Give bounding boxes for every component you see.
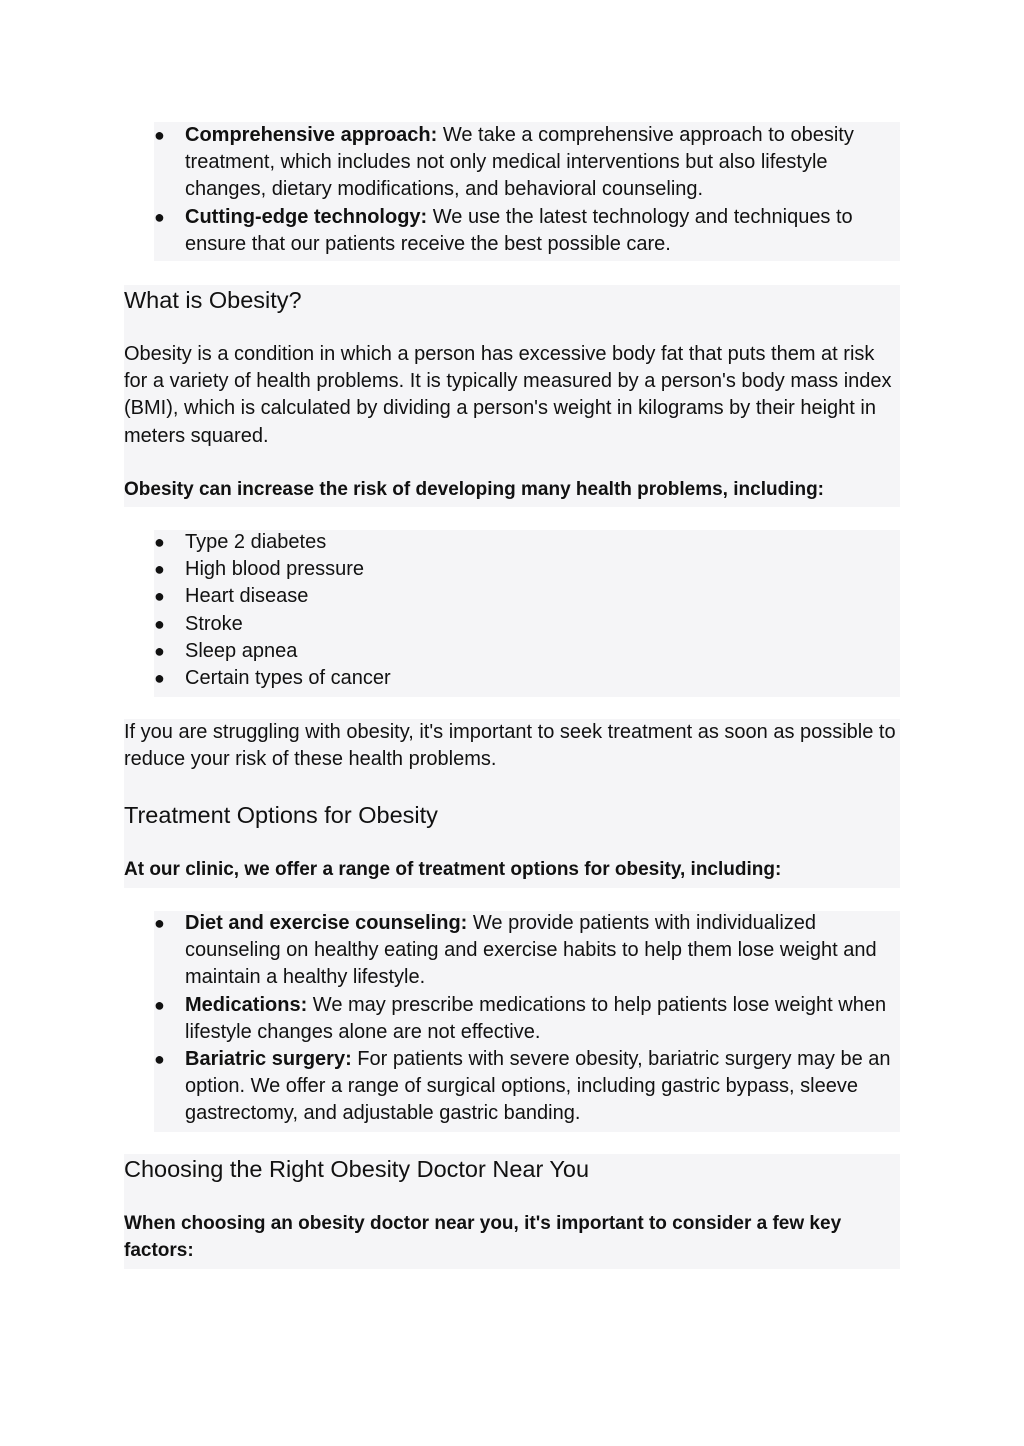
body-paragraph: If you are struggling with obesity, it's important to seek treatment as soon as possible to reduce your risk of these health problems. xyxy=(124,721,896,771)
list-item-text: Heart disease xyxy=(185,585,309,608)
bullet-icon: ● xyxy=(154,994,165,1015)
list-item xyxy=(154,1046,899,1128)
bullet-icon: ● xyxy=(154,532,165,552)
bullet-icon: ● xyxy=(154,613,165,634)
bullet-icon: ● xyxy=(154,913,165,933)
list-item-text: For patients with severe obesity, bariatric surgery may be an option. We offer a range of surgical options, including gastric bypass, sleeve gastrectomy, and adjustable gastric banding. xyxy=(185,1048,891,1125)
list-item-text: We may prescribe medications to help patients lose weight when lifestyle changes alone are not effective. xyxy=(185,993,887,1043)
list-item-title: Bariatric surgery: xyxy=(185,1048,352,1071)
list-item xyxy=(154,556,899,583)
bullet-icon: ● xyxy=(154,586,165,607)
list-item-title: Diet and exercise counseling: xyxy=(185,912,468,934)
list-item-text: Stroke xyxy=(185,612,243,635)
list-item-text: High blood pressure xyxy=(185,558,364,581)
list-item-title: Comprehensive approach: xyxy=(185,124,438,146)
list-item-text: Type 2 diabetes xyxy=(185,531,327,553)
bullet-icon: ● xyxy=(154,206,165,227)
bullet-icon: ● xyxy=(154,640,165,661)
list-item-text: We use the latest technology and techniques to ensure that our patients receive the best possible care. xyxy=(185,205,853,255)
treatment-list xyxy=(154,910,899,1128)
list-item-title: Medications: xyxy=(185,993,308,1016)
bullet-icon: ● xyxy=(154,125,165,145)
list-item xyxy=(154,638,899,665)
bullet-icon: ● xyxy=(154,559,165,580)
section-heading: Treatment Options for Obesity xyxy=(124,802,438,828)
risk-list xyxy=(154,529,899,692)
section-heading: Choosing the Right Obesity Doctor Near You xyxy=(124,1156,590,1182)
list-item xyxy=(154,992,899,1046)
list-item xyxy=(154,665,899,692)
list-item xyxy=(154,910,899,992)
list-item-text: We take a comprehensive approach to obesity treatment, which includes not only medical interventions but also lifestyle changes, dietary modifications, and behavioral counseling. xyxy=(185,124,854,201)
list-item xyxy=(154,583,899,610)
lead-paragraph: Obesity can increase the risk of developing many health problems, including: xyxy=(124,479,825,500)
lead-paragraph: When choosing an obesity doctor near you, it's important to consider a few key factors: xyxy=(124,1213,842,1262)
bullet-icon: ● xyxy=(154,668,165,689)
list-item-text: Sleep apnea xyxy=(185,639,298,662)
lead-paragraph: At our clinic, we offer a range of treatment options for obesity, including: xyxy=(124,859,782,880)
list-item xyxy=(154,529,899,556)
bullet-icon: ● xyxy=(154,1049,165,1070)
body-paragraph: Obesity is a condition in which a person has excessive body fat that puts them at risk for a variety of health problems. It is typically measured by a person's body mass index (BMI), which is calculated by dividing a person's weight in kilograms by their height in meters squared. xyxy=(124,343,892,447)
list-item-title: Cutting-edge technology: xyxy=(185,205,428,228)
list-item-text: Certain types of cancer xyxy=(185,667,391,690)
list-item-text: We provide patients with individualized counseling on healthy eating and exercise habits to help them lose weight and maintain a healthy lifestyle. xyxy=(185,912,877,989)
list-item xyxy=(154,204,899,258)
section-heading: What is Obesity? xyxy=(124,287,302,313)
list-item xyxy=(154,122,899,204)
list-item xyxy=(154,611,899,638)
intro-list xyxy=(154,122,899,258)
